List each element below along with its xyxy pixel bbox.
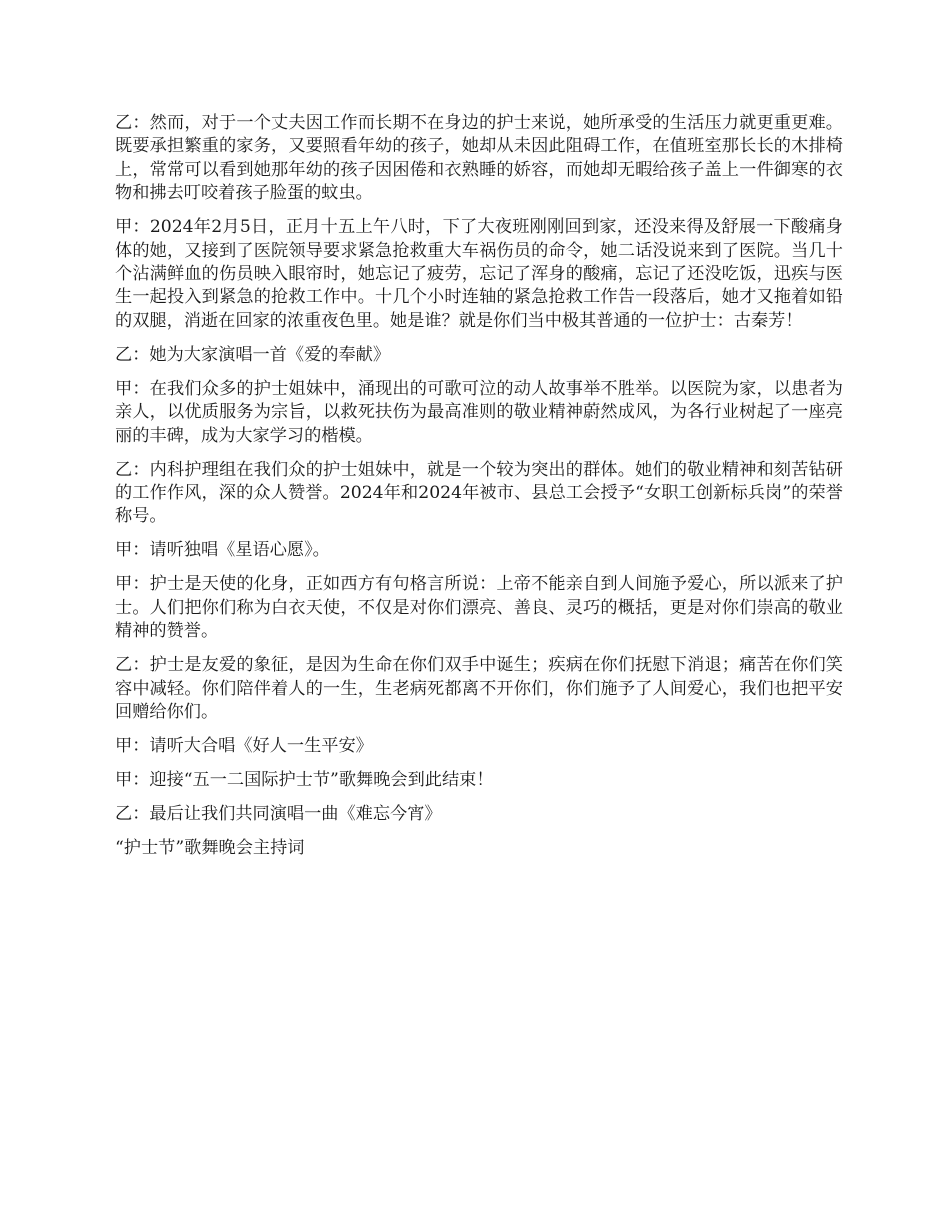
paragraph-1: 乙：然而，对于一个丈夫因工作而长期不在身边的护士来说，她所承受的生活压力就更重更难。既要承担繁重的家务，又要照看年幼的孩子，她却从未因此阻碍工作，在值班室那长长的木排椅上，常常可以看到她那年幼的孩子因困倦和衣熟睡的娇容，而她却无暇给孩子盖上一件御寒的衣物和拂去叮咬着孩子脸蛋的蚊虫。 bbox=[115, 113, 843, 204]
paragraph-10: 甲：迎接“五一二国际护士节”歌舞晚会到此结束！ bbox=[115, 770, 494, 791]
paragraph-7: 甲：护士是天使的化身，正如西方有句格言所说：上帝不能亲自到人间施予爱心，所以派来了护士。人们把你们称为白衣天使，不仅是对你们漂亮、善良、灵巧的概括，更是对你们崇高的敬业精神的赞誉。 bbox=[115, 574, 843, 642]
paragraph-6: 甲：请听独唱《星语心愿》。 bbox=[115, 540, 330, 561]
document-body bbox=[115, 112, 843, 861]
paragraph-5: 乙：内科护理组在我们众的护士姐妹中，就是一个较为突出的群体。她们的敬业精神和刻苦钻研的工作作风，深的众人赞誉。2024年和2024年被市、县总工会授予“女职工创新标兵岗”的荣誉称号。 bbox=[115, 459, 843, 527]
paragraph-9: 甲：请听大合唱《好人一生平安》 bbox=[115, 736, 373, 757]
paragraph-11: 乙：最后让我们共同演唱一曲《难忘今宵》 bbox=[115, 804, 442, 825]
paragraph-8: 乙：护士是友爱的象征，是因为生命在你们双手中诞生；疾病在你们抚慰下消退；痛苦在你们笑容中减轻。你们陪伴着人的一生，生老病死都离不开你们，你们施予了人间爱心，我们也把平安回赠给你们。 bbox=[115, 655, 843, 723]
paragraph-2: 甲：2024年2月5日，正月十五上午八时，下了大夜班刚刚回到家，还没来得及舒展一下酸痛身体的她，又接到了医院领导要求紧急抢救重大车祸伤员的命令，她二话没说来到了医院。当几十个沾满鲜血的伤员映入眼帘时，她忘记了疲劳，忘记了浑身的酸痛，忘记了还没吃饭，迅疾与医生一起投入到紧急的抢救工作中。十几个小时连轴的紧急抢救工作告一段落后，她才又拖着如铅的双腿，消逝在回家的浓重夜色里。她是谁？就是你们当中极其普通的一位护士：古秦芳！ bbox=[115, 217, 843, 331]
document-title-footer: “护士节”歌舞晚会主持词 bbox=[115, 838, 305, 859]
paragraph-4: 甲：在我们众多的护士姐妹中，涌现出的可歌可泣的动人故事举不胜举。以医院为家，以患者为亲人，以优质服务为宗旨，以救死扶伤为最高准则的敬业精神蔚然成风，为各行业树起了一座亮丽的丰碑，成为大家学习的楷模。 bbox=[115, 378, 843, 446]
paragraph-3: 乙：她为大家演唱一首《爱的奉献》 bbox=[115, 344, 391, 365]
